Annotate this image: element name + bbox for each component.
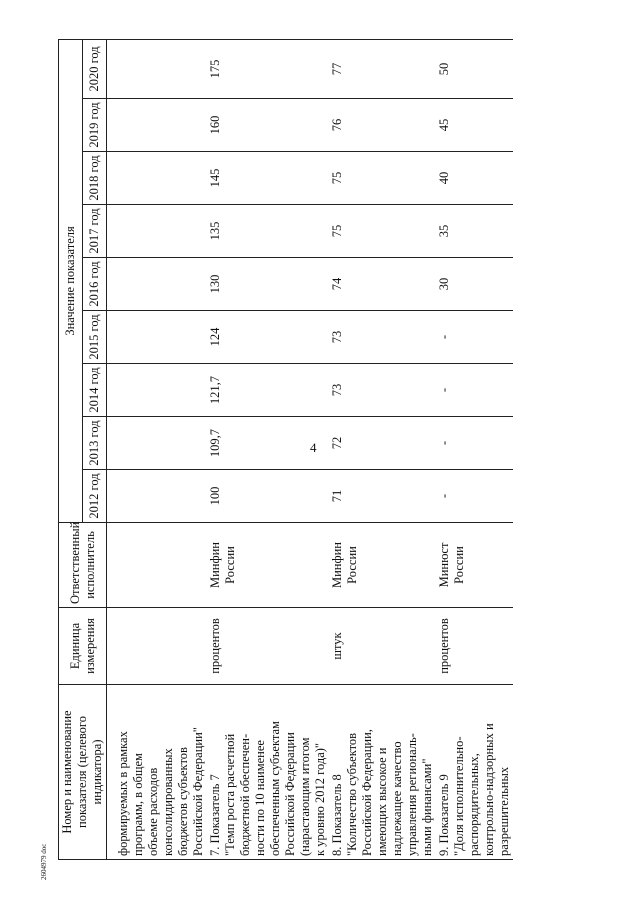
- header-year: 2017 год: [83, 205, 107, 258]
- indicator-value: 35: [436, 205, 513, 258]
- header-year: 2020 год: [83, 39, 107, 98]
- header-year: 2014 год: [83, 364, 107, 417]
- indicator-value: [115, 152, 207, 205]
- indicator-name-line: "Количество субъектов: [344, 732, 359, 856]
- indicator-name-line: "Доля исполнительно-: [451, 736, 466, 856]
- indicator-value: 121,7: [207, 364, 329, 417]
- indicator-name: [436, 685, 513, 860]
- header-year: 2013 год: [83, 417, 107, 470]
- indicator-unit: процентов: [436, 608, 513, 685]
- indicator-name-line: надлежащее качество: [389, 741, 404, 856]
- indicator-name-line: распорядительных,: [466, 753, 481, 856]
- indicator-name-line: контрольно-надзорных и: [481, 723, 496, 856]
- indicator-value: [115, 470, 207, 523]
- indicator-name-line: ности по 10 наименее: [252, 740, 267, 856]
- indicator-responsible: Минюст России: [436, 523, 513, 608]
- indicator-value: 160: [207, 99, 329, 152]
- indicator-name-line: 7. Показатель 7: [207, 774, 222, 856]
- indicator-value: 50: [436, 39, 513, 98]
- indicator-value: [115, 205, 207, 258]
- page-number: 4: [310, 440, 317, 455]
- indicator-value: -: [436, 311, 513, 364]
- header-year: 2018 год: [83, 152, 107, 205]
- indicator-name: [207, 685, 329, 860]
- indicator-name-line: обеспеченным субъектам: [267, 721, 282, 856]
- indicator-value: 30: [436, 258, 513, 311]
- indicator-value: [115, 99, 207, 152]
- indicator-responsible: Минфин России: [329, 523, 436, 608]
- indicator-value: 75: [329, 152, 436, 205]
- indicator-name-line: "Темп роста расчетной: [222, 733, 237, 856]
- header-values-group: Значение показателя: [59, 39, 83, 522]
- indicator-value: -: [436, 364, 513, 417]
- indicator-value: 73: [329, 311, 436, 364]
- indicator-value: -: [436, 470, 513, 523]
- indicator-value: 124: [207, 311, 329, 364]
- indicator-name-line: консолидированных: [160, 748, 175, 856]
- table-row: [436, 39, 513, 859]
- indicator-value: 130: [207, 258, 329, 311]
- indicator-name-line: формируемых в рамках: [115, 731, 130, 856]
- table-row: [207, 39, 329, 859]
- indicator-value: 77: [329, 39, 436, 98]
- indicator-value: 135: [207, 205, 329, 258]
- indicator-name-line: 9. Показатель 9: [436, 774, 451, 856]
- indicator-value: 73: [329, 364, 436, 417]
- indicator-unit: [115, 608, 207, 685]
- indicator-name-line: к уровню 2012 года)": [312, 742, 327, 856]
- indicator-name-line: управления региональ-: [404, 733, 419, 856]
- indicator-name-line: бюджетной обеспечен-: [237, 733, 252, 856]
- header-year: 2015 год: [83, 311, 107, 364]
- indicator-value: [115, 311, 207, 364]
- table-row: [115, 39, 207, 859]
- header-year: 2016 год: [83, 258, 107, 311]
- indicator-value: 45: [436, 99, 513, 152]
- indicator-name-line: бюджетов субъектов: [175, 747, 190, 856]
- indicator-name-line: ными финансами": [419, 758, 434, 856]
- indicator-value: 71: [329, 470, 436, 523]
- indicator-value: 40: [436, 152, 513, 205]
- rotated-page: [58, 40, 624, 860]
- spacer-row: [107, 39, 115, 859]
- indicator-name: [329, 685, 436, 860]
- indicator-unit: штук: [329, 608, 436, 685]
- header-unit: Единица измерения: [59, 608, 107, 685]
- header-responsible: Ответственный исполнитель: [59, 523, 107, 608]
- indicator-table: [58, 39, 513, 860]
- indicator-name-line: разрешительных: [496, 766, 511, 856]
- indicator-value: 175: [207, 39, 329, 98]
- indicator-value: [115, 417, 207, 470]
- indicator-value: 75: [329, 205, 436, 258]
- table-row: [329, 39, 436, 859]
- indicator-value: 74: [329, 258, 436, 311]
- document-id: 2604979 doc: [40, 843, 48, 880]
- header-year: 2019 год: [83, 99, 107, 152]
- indicator-responsible: [115, 523, 207, 608]
- indicator-value: [115, 39, 207, 98]
- indicator-name-line: имеющих высокое и: [374, 747, 389, 856]
- indicator-value: 76: [329, 99, 436, 152]
- indicator-name-line: Российской Федерации": [190, 727, 205, 856]
- indicator-name-line: объеме расходов: [145, 767, 160, 856]
- indicator-value: 109,7: [207, 417, 329, 470]
- indicator-name: [115, 685, 207, 860]
- indicator-name-line: 8. Показатель 8: [329, 774, 344, 856]
- indicator-name-line: Российской Федерации,: [359, 729, 374, 856]
- indicator-value: [115, 258, 207, 311]
- indicator-unit: процентов: [207, 608, 329, 685]
- indicator-value: 72: [329, 417, 436, 470]
- table-body: [107, 39, 513, 859]
- header-year: 2012 год: [83, 470, 107, 523]
- indicator-name-line: (нарастающим итогом: [297, 737, 312, 856]
- indicator-name-line: программ, в общем: [130, 753, 145, 856]
- indicator-responsible: Минфин России: [207, 523, 329, 608]
- indicator-value: 145: [207, 152, 329, 205]
- header-name: Номер и наименование показателя (целевого индикатора): [59, 685, 107, 860]
- indicator-value: -: [436, 417, 513, 470]
- indicator-name-line: Российской Федерации: [282, 732, 297, 856]
- header-row-top: [59, 39, 83, 859]
- indicator-value: [115, 364, 207, 417]
- indicator-value: 100: [207, 470, 329, 523]
